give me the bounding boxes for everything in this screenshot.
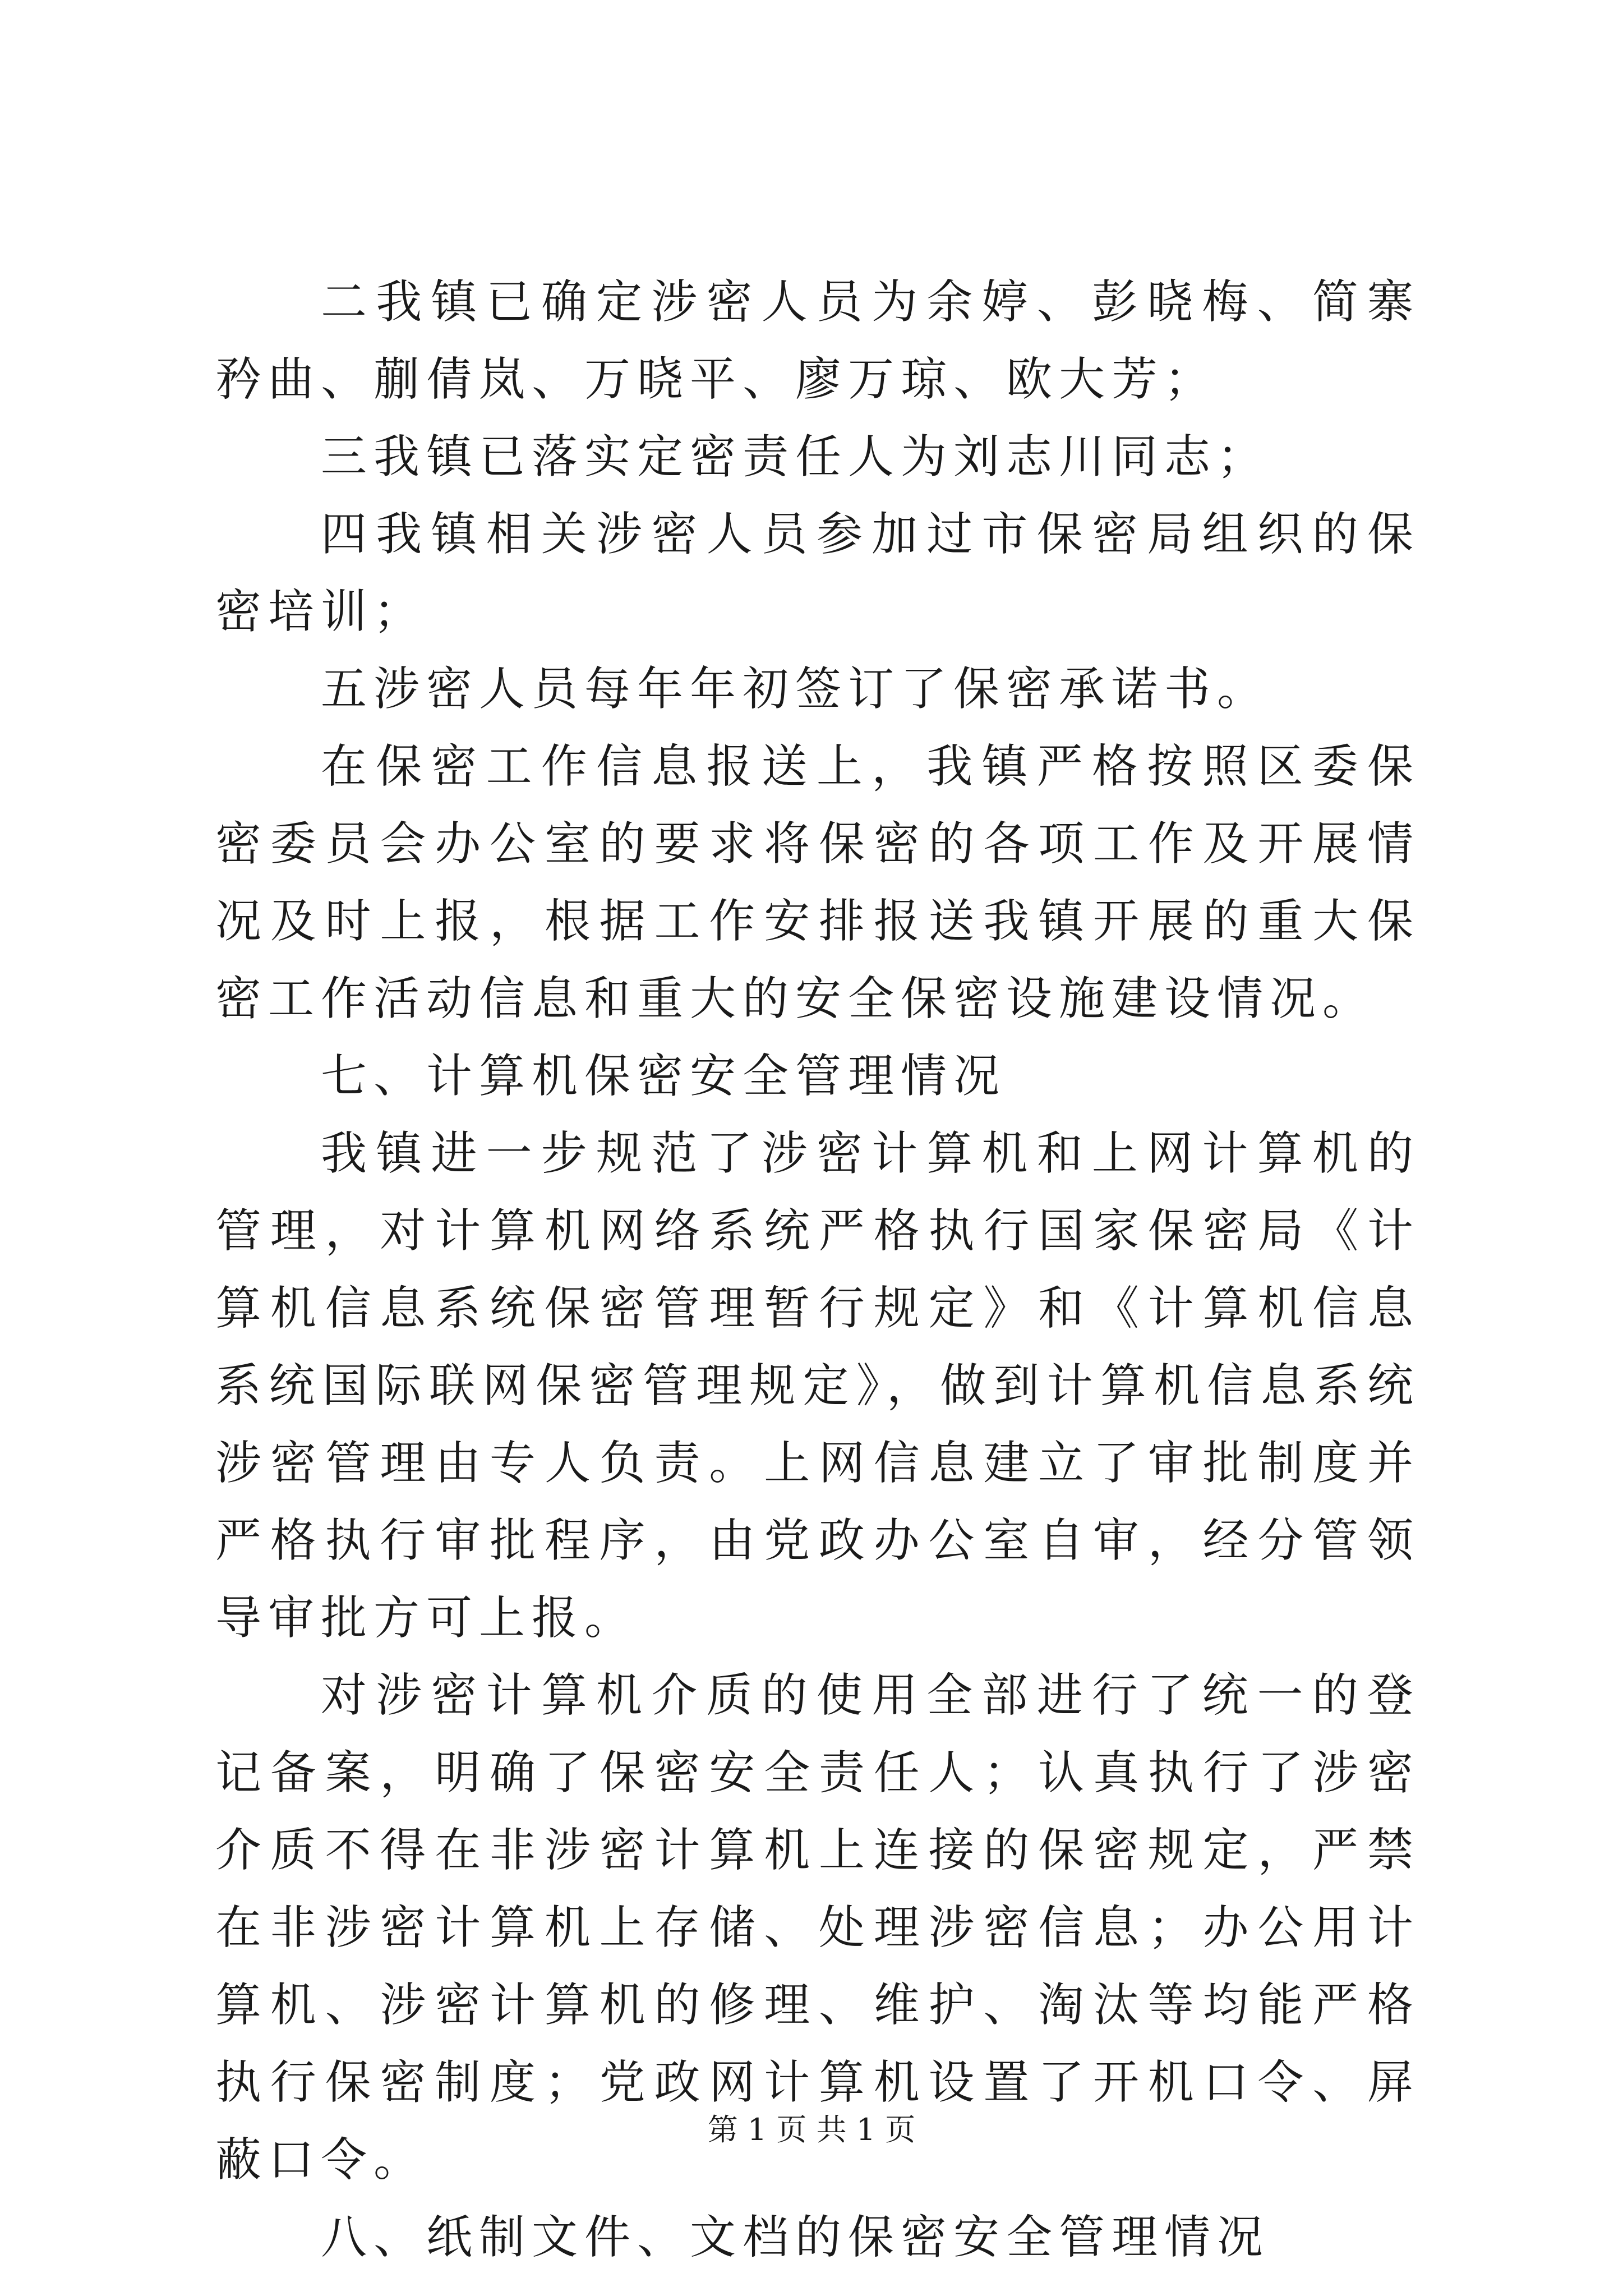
section-heading-computer: 七、计算机保密安全管理情况 (321, 1050, 1007, 1103)
section-heading-paper-documents: 八、纸制文件、文档的保密安全管理情况 (321, 2211, 1270, 2264)
paragraph-training: 四我镇相关涉密人员参加过市保密局组织的保密培训； (215, 508, 1420, 638)
paragraph-info-reporting: 在保密工作信息报送上，我镇严格按照区委保密委员会办公室的要求将保密的各项工作及开展情况及时上报，根据工作安排报送我镇开展的重大保密工作活动信息和重大的安全保密设施建设情况。 (215, 740, 1420, 1025)
paragraph-commitment: 五涉密人员每年年初签订了保密承诺书。 (321, 662, 1270, 716)
page-footer: 第 1 页 共 1 页 (707, 2112, 916, 2147)
paragraph-personnel: 二我镇已确定涉密人员为余婷、彭晓梅、简寨矜曲、蒯倩岚、万晓平、廖万琼、欧大芳； (215, 275, 1420, 406)
paragraph-media-management: 对涉密计算机介质的使用全部进行了统一的登记备案，明确了保密安全责任人；认真执行了涉密介质不得在非涉密计算机上连接的保密规定，严禁在非涉密计算机上存储、处理涉密信息；办公用计算机、涉密计算机的修理、维护、淘汰等均能严格执行保密制度；党政网计算机设置了开机口令、屏蔽口令。 (215, 1669, 1420, 2187)
paragraph-responsible-person: 三我镇已落实定密责任人为刘志川同志； (321, 430, 1270, 484)
document-body (215, 264, 1420, 2276)
paragraph-computer-management: 我镇进一步规范了涉密计算机和上网计算机的管理，对计算机网络系统严格执行国家保密局《计算机信息系统保密管理暂行规定》和《计算机信息系统国际联网保密管理规定》，做到计算机信息系统涉密管理由专人负责。上网信息建立了审批制度并严格执行审批程序，由党政办公室自审，经分管领导审批方可上报。 (215, 1127, 1420, 1645)
